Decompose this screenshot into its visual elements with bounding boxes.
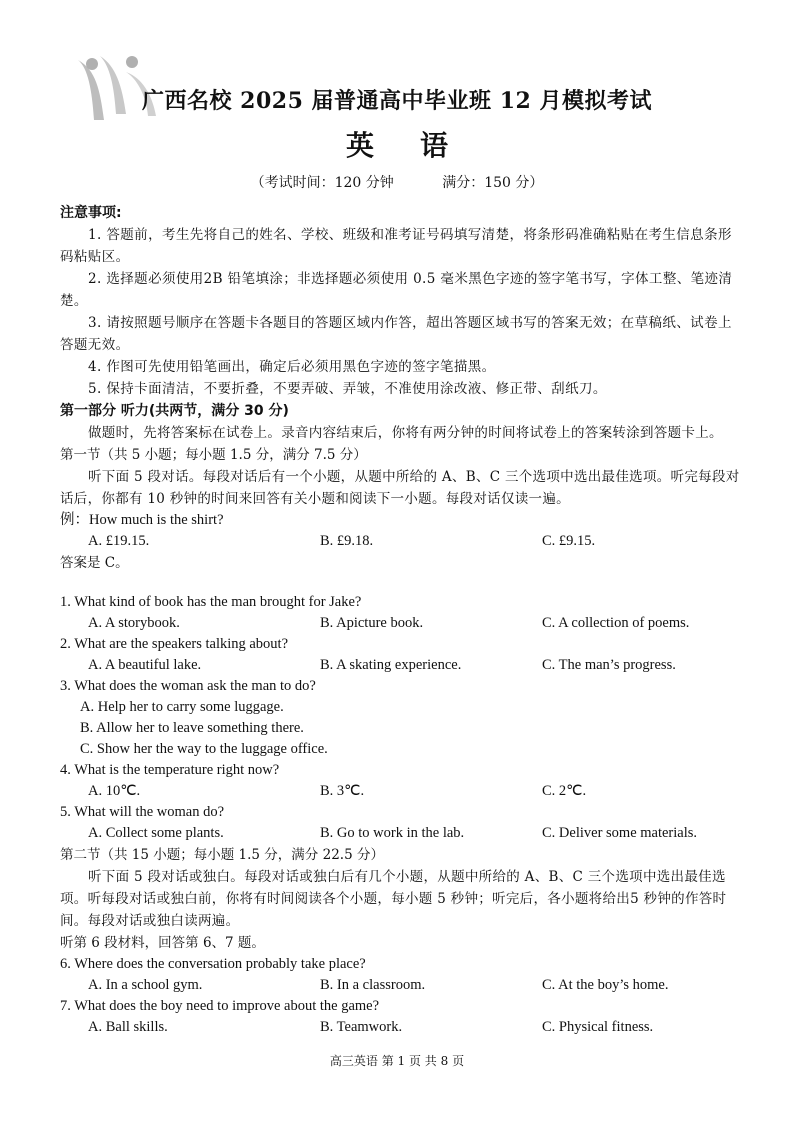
note-item: 1. 答题前，考生先将自己的姓名、学校、班级和准考证号码填写清楚，将条形码准确粘贴在考生信息条形码粘贴区。 [60,227,732,265]
question-options [60,655,740,676]
option-c: C. Physical fitness. [542,1019,654,1035]
notes-section [60,202,740,1038]
question: 6. Where does the conversation probably take place? [60,956,366,972]
option-b: B. Allow her to leave something there. [80,720,304,736]
notes-heading: 注意事项: [60,205,122,221]
question-options [60,823,740,844]
option-c: C. Deliver some materials. [542,825,698,841]
option-b: B. Go to work in the lab. [320,825,465,841]
note-item: 3. 请按照题号顺序在答题卡各题目的答题区域内作答，超出答题区域书写的答案无效；在草稿纸、试卷上答题无效。 [60,315,732,353]
example-question: 例：How much is the shirt? [60,512,224,528]
option-a: A. Ball skills. [88,1019,168,1035]
option-b: B. Teamwork. [320,1019,403,1035]
exam-time: （考试时间：120 分钟 [250,175,394,191]
note-item: 2. 选择题必须使用2B 铅笔填涂；非选择题必须使用 0.5 毫米黑色字迹的签字笔书写，字体工整、笔迹清楚。 [60,271,733,309]
option-b: B. A skating experience. [320,657,462,673]
question: 1. What kind of book has the man brought for Jake? [60,594,362,610]
exam-meta [0,172,794,192]
exam-subject: 英语 [345,129,494,162]
option-a: A. £19.15. [88,533,150,549]
material-note: 听第 6 段材料，回答第 6、7 题。 [60,935,265,951]
section2-instructions: 听下面 5 段对话或独白。每段对话或独白后有几个小题，从题中所给的 A、B、C 三个选项中选出最佳选项。听每段对话或独白前，你将有时间阅读各个小题，每小题 5 秒钟；听完后，各小题将给出5 秒钟的作答时间。每段对话或独白读两遍。 [60,869,727,929]
option-c: C. Show her the way to the luggage office. [80,741,328,757]
option-b: B. 3℃. [320,783,365,799]
option-a: A. Collect some plants. [88,825,224,841]
option-a: A. Help her to carry some luggage. [80,699,284,715]
example-answer: 答案是 C。 [60,555,129,571]
note-item: 5. 保持卡面清洁，不要折叠，不要弄破、弄皱，不准使用涂改液、修正带、刮纸刀。 [88,381,607,397]
exam-title: 广西名校 2025 届普通高中毕业班 12 月模拟考试 [142,88,652,114]
question-options [60,781,740,802]
part1-heading: 第一部分 听力(共两节，满分 30 分) [60,403,289,419]
question: 3. What does the woman ask the man to do? [60,678,316,694]
option-c: C. The man’s progress. [542,657,676,673]
section1-heading: 第一节（共 5 小题；每小题 1.5 分，满分 7.5 分） [60,447,367,463]
question: 4. What is the temperature right now? [60,762,280,778]
page-footer: 高三英语 第 1 页 共 8 页 [329,1054,465,1068]
option-b: B. In a classroom. [320,977,426,993]
section1-instructions: 听下面 5 段对话。每段对话后有一个小题，从题中所给的 A、B、C 三个选项中选出最佳选项。听完每段对话后，你都有 10 秒钟的时间来回答有关小题和阅读下一小题。每段对话仅读一遍。 [60,469,740,507]
option-a: A. A beautiful lake. [88,657,202,673]
option-a: A. A storybook. [88,615,180,631]
option-c: C. 2℃. [542,783,587,799]
example-options [60,531,740,552]
note-item: 4. 作图可先使用铅笔画出，确定后必须用黑色字迹的签字笔描黑。 [88,359,496,375]
question: 2. What are the speakers talking about? [60,636,289,652]
question-options [60,975,740,996]
section2-heading: 第二节（共 15 小题；每小题 1.5 分，满分 22.5 分） [60,847,384,863]
question: 5. What will the woman do? [60,804,225,820]
question: 7. What does the boy need to improve about the game? [60,998,380,1014]
question-options [60,1017,740,1038]
option-c: C. At the boy’s home. [542,977,669,993]
exam-score: 满分：150 分） [442,175,544,191]
option-c: C. £9.15. [542,533,596,549]
option-a: A. In a school gym. [88,977,203,993]
option-a: A. 10℃. [88,783,141,799]
question-options [60,613,740,634]
part1-intro: 做题时，先将答案标在试卷上。录音内容结束后，你将有两分钟的时间将试卷上的答案转涂到答题卡上。 [88,425,723,441]
option-b: B. £9.18. [320,533,374,549]
option-c: C. A collection of poems. [542,615,690,631]
option-b: B. Apicture book. [320,615,424,631]
